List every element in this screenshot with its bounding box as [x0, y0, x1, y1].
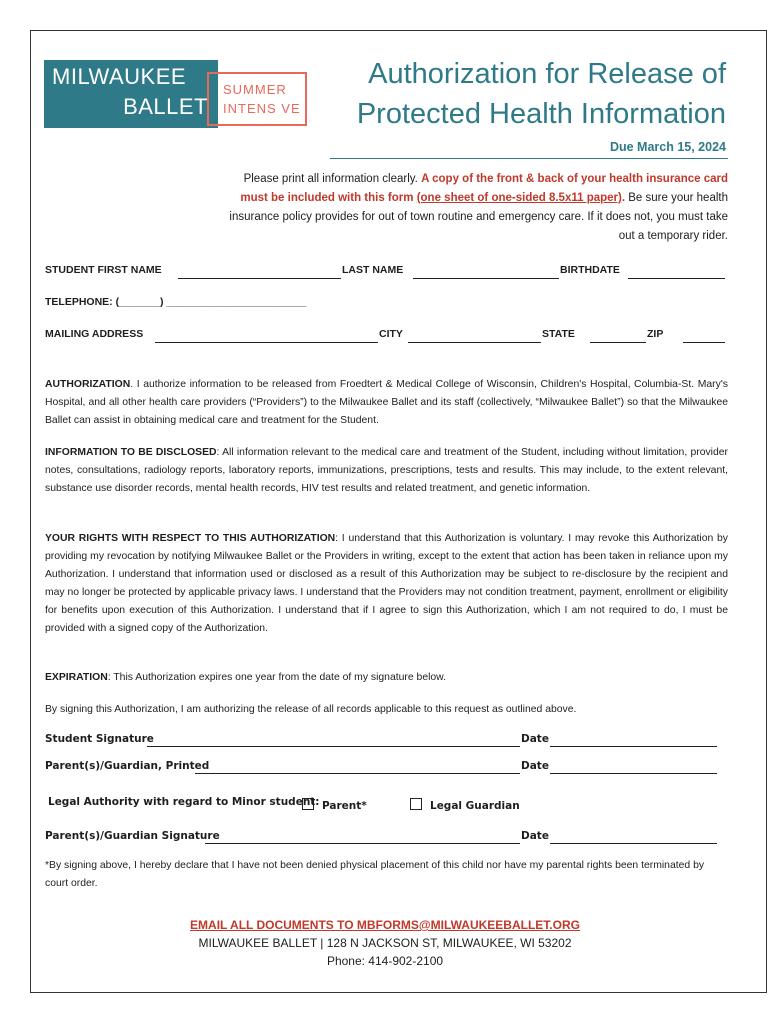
intro-red1: A copy of the front & back of your health insurance card must be included with this form	[240, 173, 728, 204]
logo-side-line2: INTENS VE	[223, 101, 301, 116]
first-name-label: STUDENT FIRST NAME	[45, 264, 162, 276]
authorization-body: . I authorize information to be released from Froedtert & Medical College of Wisconsin, Children's Hospital, Columbia-St. Mary's Hospital, and all other health care providers (“Providers”) to the Milwaukee Ballet and its staff (collectively, “Milwaukee Ballet”) so that the Milwaukee Ballet can assist in obtaining medical care and treatment for the Student.	[45, 379, 728, 426]
parent-signature-label: Parent(s)/Guardian Signature	[45, 830, 220, 842]
authorization-heading: AUTHORIZATION	[45, 379, 131, 390]
footer-address: MILWAUKEE BALLET | 128 N JACKSON ST, MILWAUKEE, WI 53202	[198, 936, 572, 950]
last-name-field[interactable]	[413, 278, 559, 279]
footer-email[interactable]	[0, 918, 770, 932]
intro-paper-note: (one sheet of one-sided 8.5x11 paper)	[416, 192, 622, 204]
signing-statement: By signing this Authorization, I am authorizing the release of all records applicable to this request as outlined above.	[45, 704, 577, 715]
student-date-label: Date	[521, 733, 549, 745]
footer-phone: Phone: 414-902-2100	[326, 954, 444, 968]
authorization-paragraph	[45, 376, 728, 430]
legal-guardian-option-label: Legal Guardian	[430, 800, 520, 812]
information-heading: INFORMATION TO BE DISCLOSED	[45, 447, 217, 458]
zip-field[interactable]	[683, 342, 725, 343]
logo-line2: BALLET	[123, 94, 208, 119]
information-paragraph	[45, 444, 728, 498]
birthdate-field[interactable]	[628, 278, 725, 279]
logo-side-line1: SUMMER	[223, 82, 287, 97]
parent-printed-label: Parent(s)/Guardian, Printed	[45, 760, 210, 772]
first-name-field[interactable]	[178, 278, 341, 279]
parent-signature-field[interactable]	[205, 843, 520, 844]
rights-body: : I understand that this Authorization is voluntary. I may revoke this Authorization by providing my revocation by notifying Milwaukee Ballet or the Providers in writing, except to the extent that action has been taken in reliance upon my Authorization. I understand that information used or disclosed as a result of this Authorization may be subject to re-disclosure by the recipient and may no longer be protected by applicable privacy laws. I understand that the Providers may not condition treatment, payment, enrollment or eligibility for benefits upon execution of this Authorization. I understand that if I agree to sign this Authorization, which I am not required to do, I must be provided with a signed copy of the Authorization.	[45, 533, 728, 634]
rights-paragraph	[45, 530, 728, 638]
title-line1: Authorization for Release of	[368, 58, 726, 90]
legal-authority-label: Legal Authority with regard to Minor student:	[48, 796, 320, 808]
parent-option-label: Parent*	[322, 800, 367, 812]
state-field[interactable]	[590, 342, 646, 343]
email-link[interactable]: EMAIL ALL DOCUMENTS TO MBFORMS@MILWAUKEEBALLET.ORG	[190, 918, 580, 932]
state-label: STATE	[542, 328, 575, 340]
intro-part2: Be sure your health insurance policy provides for out of town routine and emergency care. If it does not, you must take out a temporary rider.	[229, 192, 728, 242]
last-name-label: LAST NAME	[342, 264, 404, 276]
parent-checkbox[interactable]	[302, 798, 314, 810]
mailing-address-field[interactable]	[155, 342, 378, 343]
intro-part1: Please print all information clearly.	[243, 173, 418, 185]
city-field[interactable]	[408, 342, 541, 343]
birthdate-label: BIRTHDATE	[560, 264, 620, 276]
parent-printed-date-field[interactable]	[550, 773, 717, 774]
mailing-address-label: MAILING ADDRESS	[45, 328, 144, 340]
parent-signature-date-label: Date	[521, 830, 549, 842]
expiration-paragraph	[45, 669, 728, 687]
expiration-heading: EXPIRATION	[45, 672, 108, 683]
title-line2: Protected Health Information	[356, 98, 726, 130]
information-body: : All information relevant to the medical care and treatment of the Student, including without limitation, provider notes, consultations, radiology reports, laboratory reports, immunizations, prescriptions, tests and results. This may include, to the extent relevant, substance use disorder records, mental health records, HIV test results and related treatment, and genetic information.	[45, 447, 728, 494]
milwaukee-ballet-logo	[44, 60, 218, 128]
student-signature-label: Student Signature	[45, 733, 154, 745]
title-rule	[330, 158, 728, 159]
parent-printed-date-label: Date	[521, 760, 549, 772]
due-date: Due March 15, 2024	[609, 140, 726, 154]
student-signature-field[interactable]	[147, 746, 520, 747]
intro-red2: .	[621, 192, 626, 204]
telephone-label[interactable]: TELEPHONE: (_______) ________________________	[45, 296, 307, 308]
rights-heading: YOUR RIGHTS WITH RESPECT TO THIS AUTHORIZATION	[45, 533, 336, 544]
intro-text	[228, 170, 728, 246]
parent-printed-field[interactable]	[195, 773, 520, 774]
zip-label: ZIP	[647, 328, 664, 340]
expiration-body: : This Authorization expires one year from the date of my signature below.	[107, 672, 446, 683]
city-label: CITY	[379, 328, 403, 340]
summer-intensive-logo	[207, 72, 307, 126]
legal-guardian-checkbox[interactable]	[410, 798, 422, 810]
student-date-field[interactable]	[550, 746, 717, 747]
declaration-note: *By signing above, I hereby declare that I have not been denied physical placement of this child nor have my parental rights been terminated by court order.	[45, 860, 705, 889]
parent-signature-date-field[interactable]	[550, 843, 717, 844]
logo-line1: MILWAUKEE	[52, 64, 187, 89]
